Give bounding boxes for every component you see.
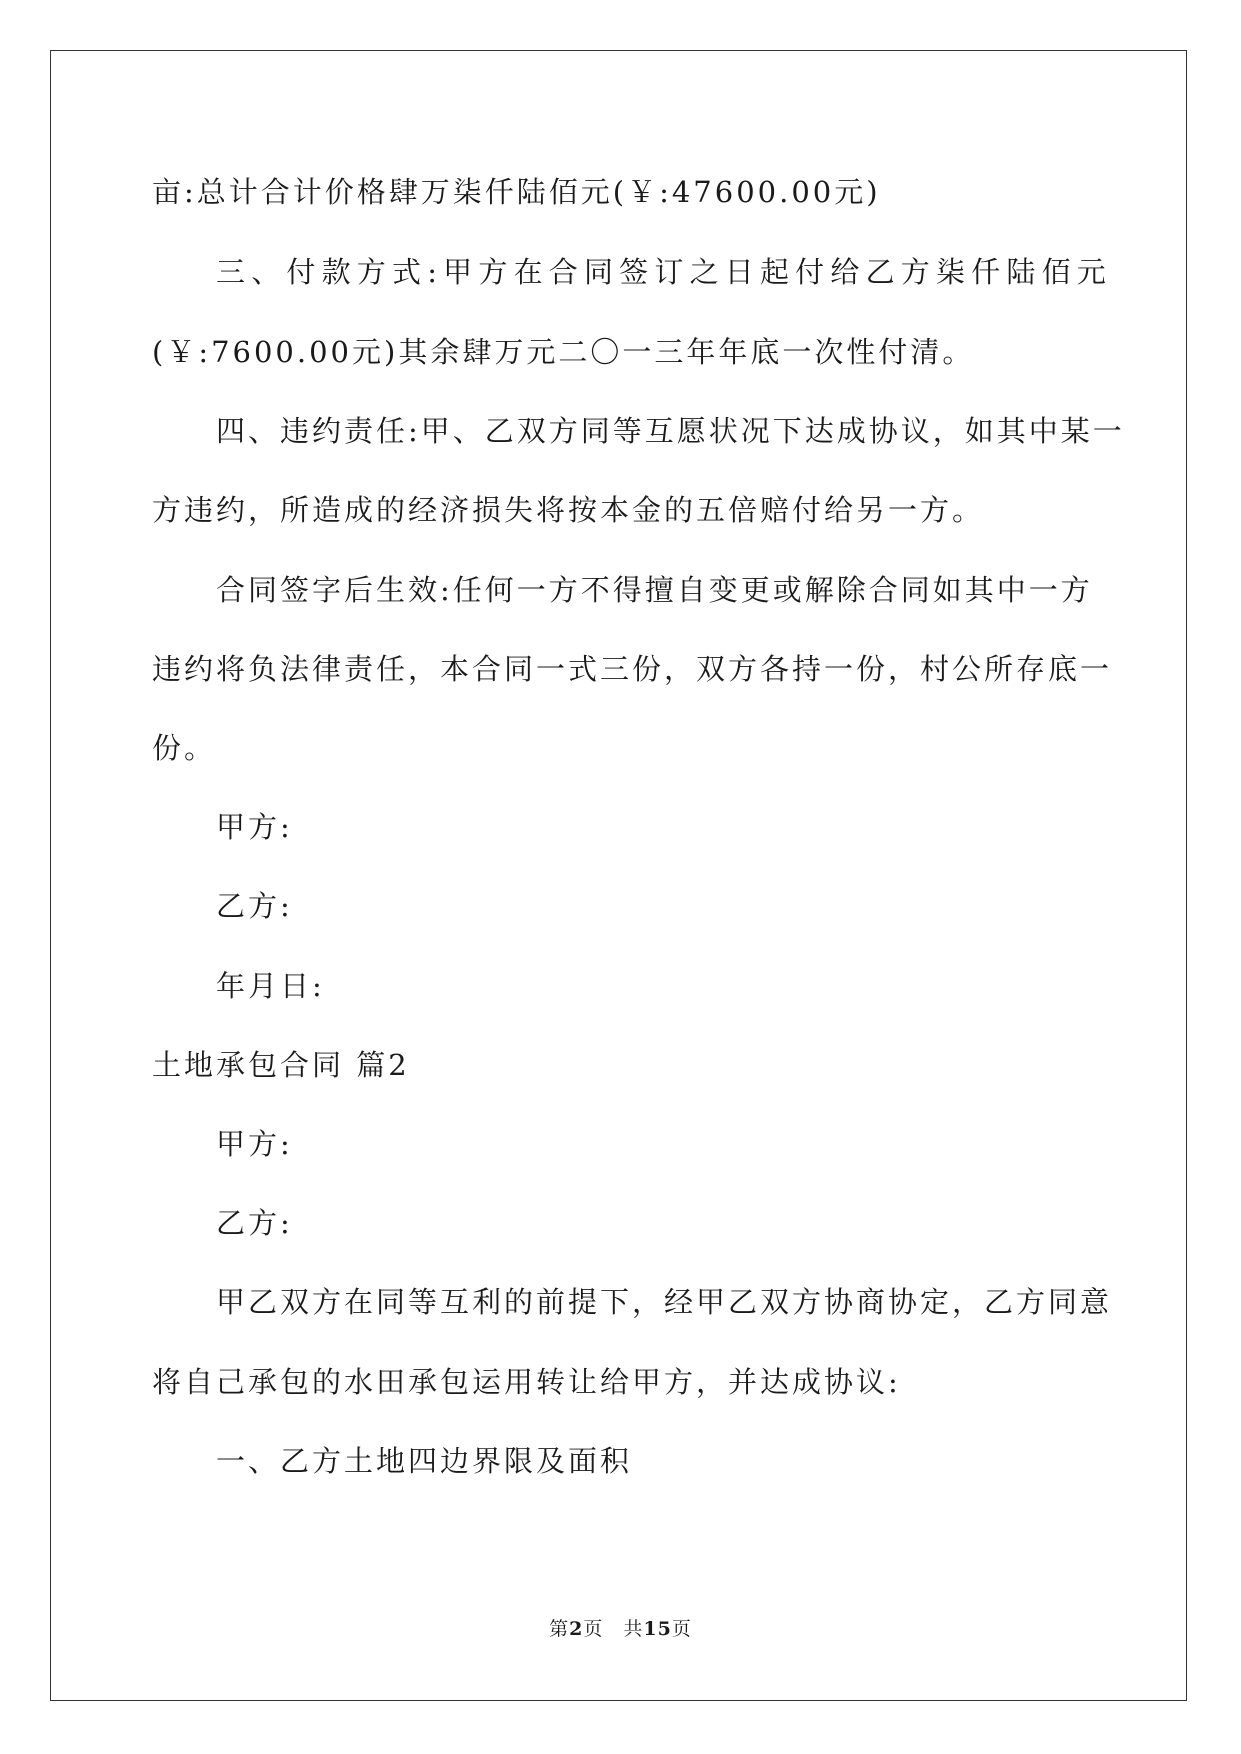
party-a-label: 甲方: bbox=[216, 810, 293, 844]
date-label: 年月日: bbox=[216, 969, 325, 1003]
paragraph-line: 甲乙双方在同等互利的前提下，经甲乙双方协商协定，乙方同意 bbox=[216, 1285, 1113, 1319]
paragraph-line: 方违约，所造成的经济损失将按本金的五倍赔付给另一方。 bbox=[152, 493, 985, 527]
paragraph-line: 亩:总计合计价格肆万柒仟陆佰元(￥:47600.00元) bbox=[152, 175, 881, 209]
paragraph-line: 份。 bbox=[152, 731, 217, 765]
page-prefix: 第 bbox=[549, 1618, 570, 1640]
page-current: 2 bbox=[569, 1618, 584, 1640]
party-a-label: 甲方: bbox=[216, 1127, 293, 1161]
paragraph-line: 四、违约责任:甲、乙双方同等互愿状况下达成协议，如其中某一 bbox=[216, 414, 1125, 448]
section-heading: 土地承包合同 篇2 bbox=[152, 1048, 410, 1082]
party-b-label: 乙方: bbox=[216, 889, 293, 923]
paragraph-line: 将自己承包的水田承包运用转让给甲方，并达成协议: bbox=[152, 1365, 901, 1399]
paragraph-line: 三、付款方式:甲方在合同签订之日起付给乙方柒仟陆佰元 bbox=[216, 255, 1112, 289]
paragraph-line: (￥:7600.00元)其余肆万元二〇一三年年底一次性付清。 bbox=[152, 335, 975, 369]
party-b-label: 乙方: bbox=[216, 1206, 293, 1240]
page-mid: 页 共 bbox=[583, 1618, 644, 1640]
page-footer bbox=[0, 1614, 1241, 1641]
clause-heading: 一、乙方土地四边界限及面积 bbox=[216, 1444, 633, 1478]
paragraph-line: 合同签字后生效:任何一方不得擅自变更或解除合同如其中一方 bbox=[216, 573, 1093, 607]
page-suffix: 页 bbox=[671, 1618, 692, 1640]
paragraph-line: 违约将负法律责任，本合同一式三份，双方各持一份，村公所存底一 bbox=[152, 652, 1113, 686]
page-total: 15 bbox=[643, 1618, 672, 1640]
